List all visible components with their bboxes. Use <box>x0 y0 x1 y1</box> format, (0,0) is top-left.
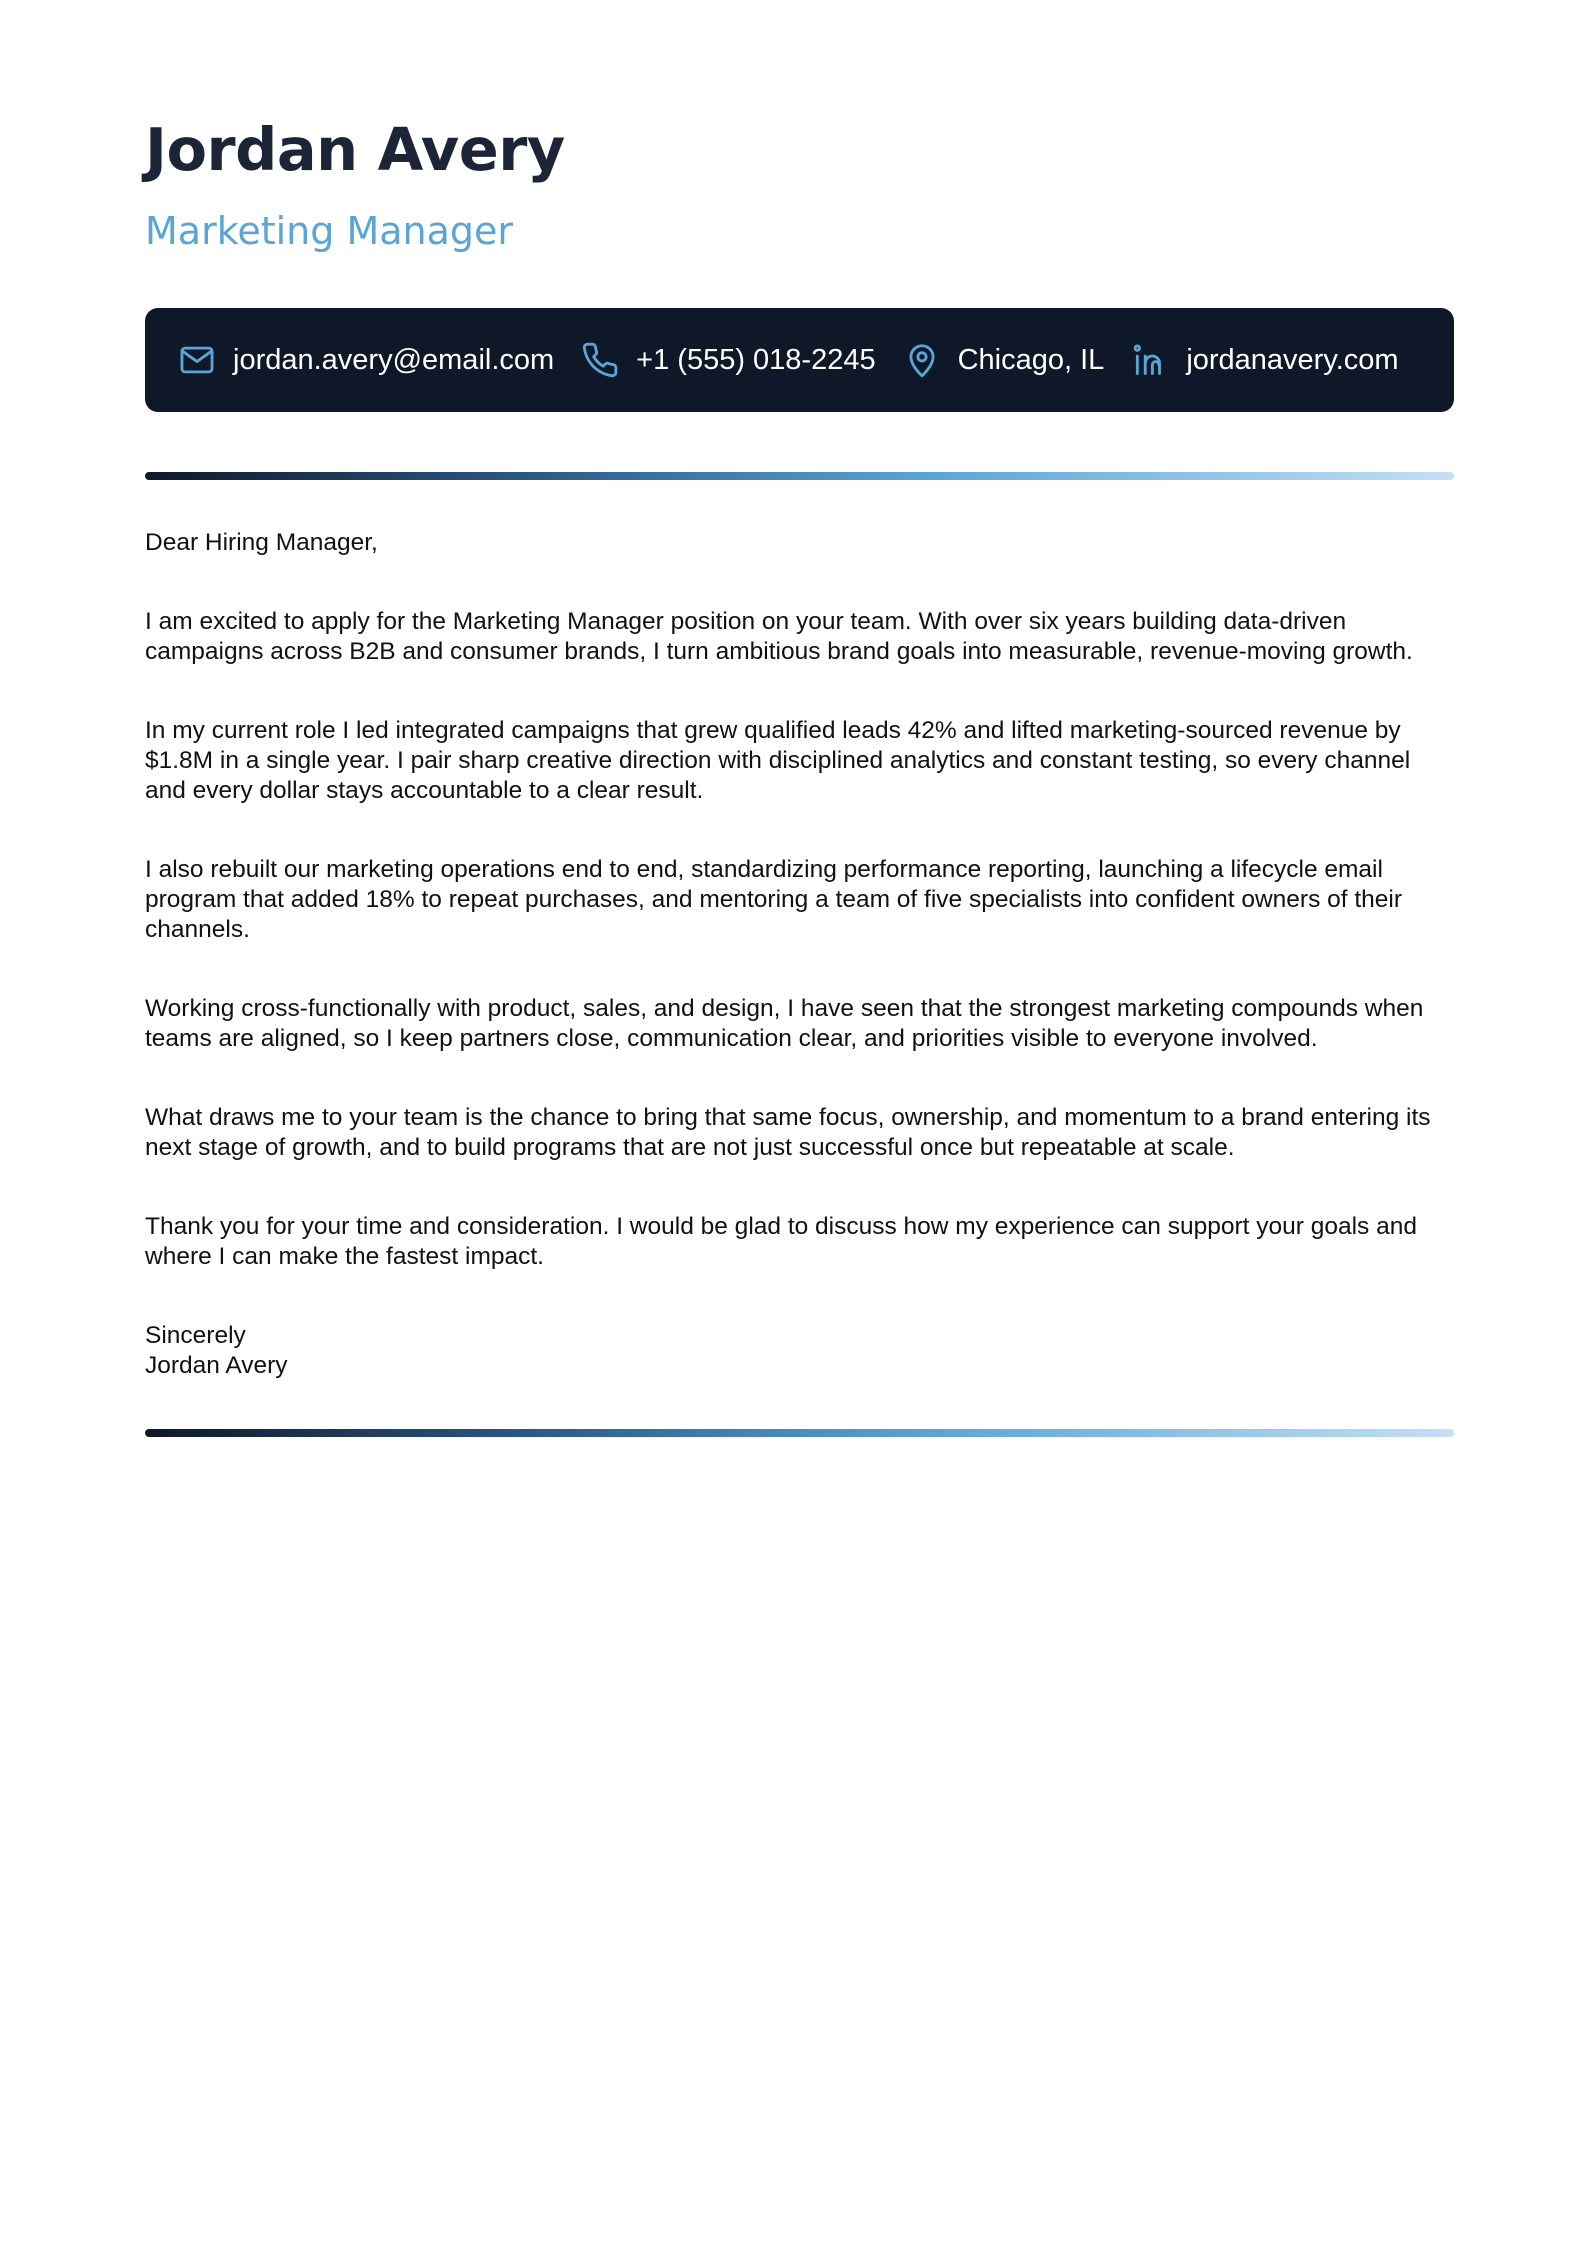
location-pin-icon <box>902 340 942 380</box>
linkedin-icon <box>1130 340 1170 380</box>
mail-icon <box>177 340 217 380</box>
letter-paragraph: In my current role I led integrated campaigns that grew qualified leads 42% and lifted marketing-sourced revenue by $1.8M in a single year. I pair sharp creative direction with disciplined analytics and constant testing, so every channel and every dollar stays accountable to a clear result. <box>145 717 1411 804</box>
job-title: Marketing Manager <box>145 209 514 253</box>
closing-phrase: Sincerely <box>145 1322 246 1349</box>
closing-block <box>145 1321 1454 1381</box>
contact-email[interactable] <box>177 340 554 380</box>
letter-paragraph: Thank you for your time and consideration. I would be glad to discuss how my experience can support your goals and where I can make the fastest impact. <box>145 1213 1417 1270</box>
contact-phone[interactable] <box>580 340 875 380</box>
location-text: Chicago, IL <box>957 343 1105 376</box>
applicant-name: Jordan Avery <box>145 115 565 184</box>
letter-paragraph: What draws me to your team is the chance to bring that same focus, ownership, and momentum to a brand entering its next stage of growth, and to build programs that are not just successful once but repeatable at scale. <box>145 1104 1431 1161</box>
contact-website[interactable] <box>1130 340 1398 380</box>
letter-body <box>145 528 1454 1381</box>
letter-paragraph: I also rebuilt our marketing operations end to end, standardizing performance reporting, launching a lifecycle email program that added 18% to repeat purchases, and mentoring a team of five specialists into confident owners of their channels. <box>145 856 1403 943</box>
phone-text: +1 (555) 018-2245 <box>636 343 876 376</box>
bottom-divider <box>145 1429 1454 1437</box>
website-text: jordanavery.com <box>1186 343 1399 376</box>
letter-paragraph: I am excited to apply for the Marketing Manager position on your team. With over six years building data-driven campaigns across B2B and consumer brands, I turn ambitious brand goals into measurable, revenue-moving growth. <box>145 608 1413 665</box>
letter-paragraph: Working cross-functionally with product, sales, and design, I have seen that the strongest marketing compounds when teams are aligned, so I keep partners close, communication clear, and priorities visible to everyone involved. <box>145 995 1424 1052</box>
email-text: jordan.avery@email.com <box>233 343 555 376</box>
contact-location <box>902 340 1105 380</box>
signature-name: Jordan Avery <box>145 1352 288 1379</box>
salutation: Dear Hiring Manager, <box>145 529 378 556</box>
contact-bar <box>145 308 1454 412</box>
top-divider <box>145 472 1454 480</box>
phone-icon <box>580 340 620 380</box>
